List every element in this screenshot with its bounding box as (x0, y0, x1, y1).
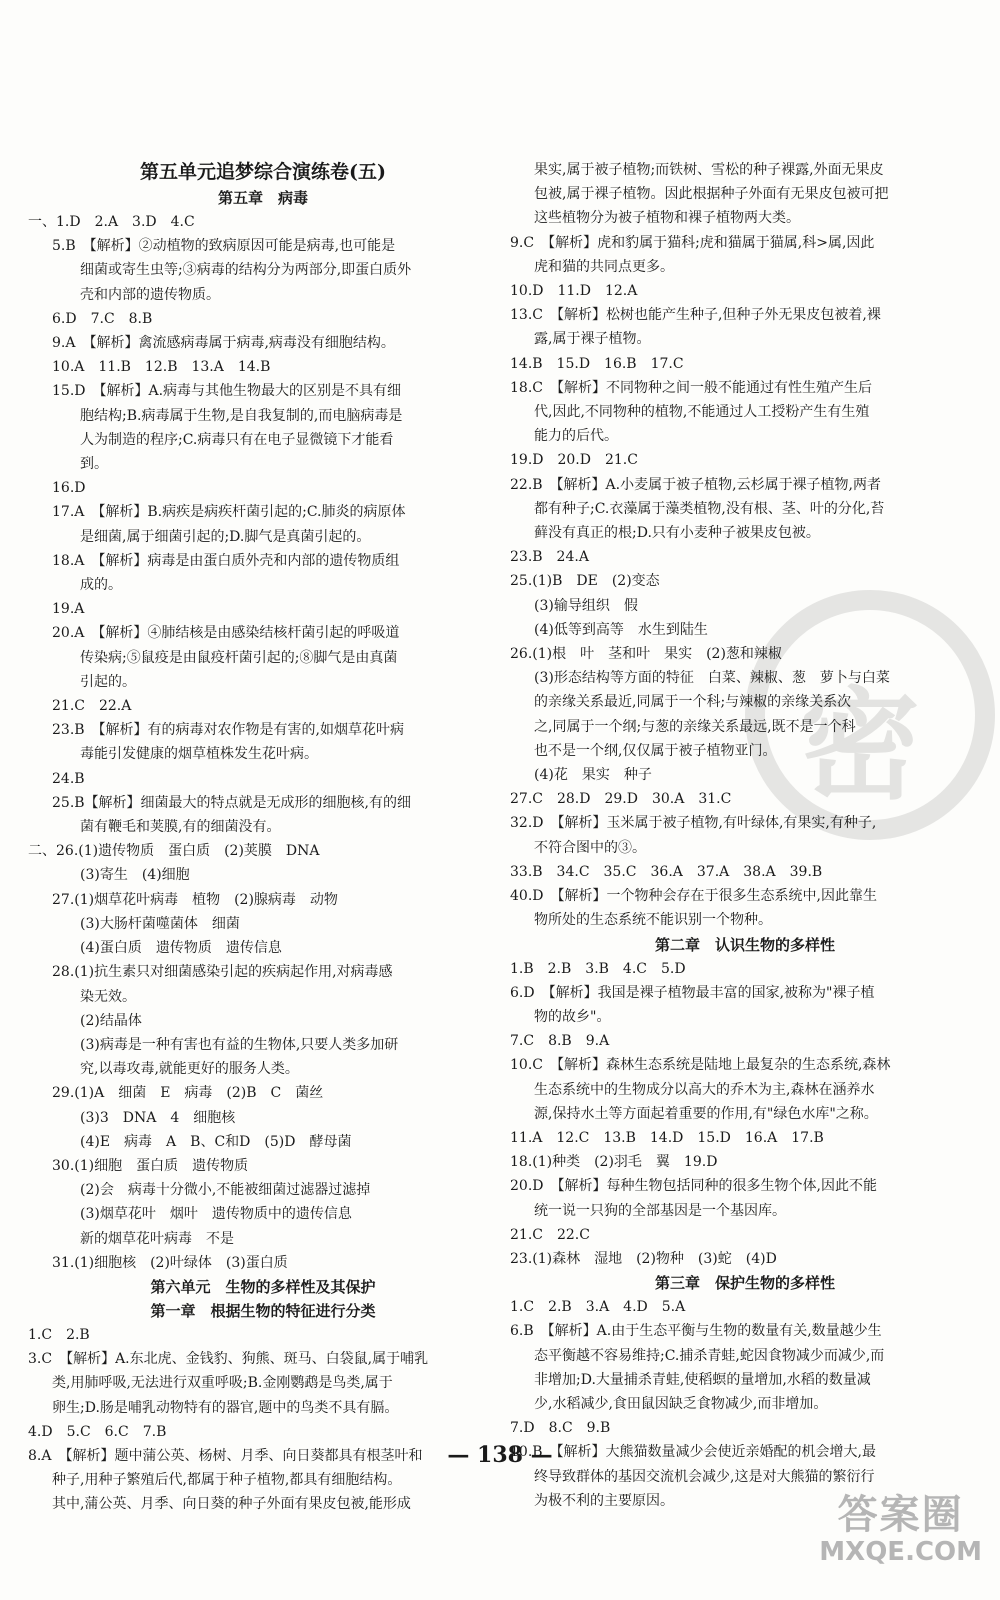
watermark-url: MXQE.COM (819, 1537, 982, 1567)
answer-line: 藓没有真正的根;D.只有小麦种子被果皮包被。 (534, 525, 820, 542)
answer-line: 1.C 2.B 3.A 4.D 5.A (510, 1299, 686, 1316)
answer-line: 6.B 【解析】A.由于生态平衡与生物的数量有关,数量越少生 (510, 1323, 882, 1340)
answer-line: 其中,蒲公英、月季、向日葵的种子外面有果皮包被,能形成 (52, 1496, 411, 1513)
answer-line: 这些植物分为被子植物和裸子植物两大类。 (534, 210, 800, 227)
answer-line: 成的。 (80, 577, 122, 594)
answer-line: 的亲缘关系最近,同属于一个科;与辣椒的亲缘关系次 (534, 694, 852, 711)
answer-line: 6.D 7.C 8.B (52, 310, 153, 327)
answer-line: 26.(1)根 叶 茎和叶 果实 (2)葱和辣椒 (510, 646, 782, 663)
answer-line: 虎和猫的共同点更多。 (534, 258, 674, 275)
answer-line: 染无效。 (80, 988, 136, 1005)
answer-line: 1.B 2.B 3.B 4.C 5.D (510, 960, 686, 977)
answer-line: 33.B 34.C 35.C 36.A 37.A 38.A 39.B (510, 863, 823, 880)
answer-line: (3)寄生 (4)细胞 (80, 867, 190, 884)
answer-line: 19.A (52, 601, 85, 618)
chapter-heading: 第一章 根据生物的特征进行分类 (150, 1301, 376, 1320)
answer-line: 20.D 【解析】每种生物包括同种的很多生物个体,因此不能 (510, 1178, 877, 1195)
answer-line: (4)低等到高等 水生到陆生 (534, 621, 708, 638)
answer-line: 13.C 【解析】松树也能产生种子,但种子外无果皮包被着,裸 (510, 307, 881, 324)
answer-line: 非增加;D.大量捕杀青蛙,使稻螟的量增加,水稻的数量减 (534, 1371, 871, 1388)
answer-line: 壳和内部的遗传物质。 (80, 286, 220, 303)
answer-line: 源,保持水土等方面起着重要的作用,有"绿色水库"之称。 (534, 1105, 878, 1122)
answer-line: (3)3 DNA 4 细胞核 (80, 1109, 236, 1126)
answer-line: 25.B【解析】细菌最大的特点就是无成形的细胞核,有的细 (52, 794, 412, 811)
answer-line: 8.A 【解析】题中蒲公英、杨树、月季、向日葵都具有根茎叶和 (28, 1447, 423, 1464)
answer-line: 29.(1)A 细菌 E 病毒 (2)B C 菌丝 (52, 1085, 324, 1102)
answer-line: 6.D 【解析】我国是裸子植物最丰富的国家,被称为"裸子植 (510, 984, 875, 1001)
answer-line: 18.(1)种类 (2)羽毛 翼 19.D (510, 1154, 718, 1171)
answer-line: 23.B 24.A (510, 549, 589, 566)
answer-line: 一、1.D 2.A 3.D 4.C (28, 214, 195, 230)
answer-line: 7.D 8.C 9.B (510, 1420, 611, 1437)
answer-line: (4)花 果实 种子 (534, 767, 652, 784)
answer-line: 菌有鞭毛和荚膜,有的细菌没有。 (80, 819, 281, 836)
answer-line: 到。 (80, 456, 108, 473)
chapter-heading: 第六单元 生物的多样性及其保护 (150, 1277, 376, 1296)
answer-line: 细菌或寄生虫等;③病毒的结构分为两部分,即蛋白质外 (80, 262, 412, 279)
answer-line: (3)形态结构等方面的特征 白菜、辣椒、葱 萝卜与白菜 (534, 670, 890, 687)
answer-line: 27.C 28.D 29.D 30.A 31.C (510, 791, 732, 808)
answer-line: 25.(1)B DE (2)变态 (510, 573, 660, 590)
answer-line: 11.A 12.C 13.B 14.D 15.D 16.A 17.B (510, 1129, 824, 1146)
answer-line: 4.D 5.C 6.C 7.B (28, 1423, 167, 1440)
answer-line: 28.(1)抗生素只对细菌感染引起的疾病起作用,对病毒感 (52, 964, 393, 981)
answer-line: 新的烟草花叶病毒 不是 (80, 1230, 234, 1247)
answer-line: 类,用肺呼吸,无法进行双重呼吸;B.金刚鹦鹉是鸟类,属于 (52, 1375, 393, 1392)
answer-line: 20.A 【解析】④肺结核是由感染结核杆菌引起的呼吸道 (52, 625, 400, 642)
answer-line: 传染病;⑤鼠疫是由鼠疫杆菌引起的;⑧脚气是由真菌 (80, 649, 398, 666)
left-lines (28, 186, 498, 1517)
answer-line: 种子,用种子繁殖后代,都属于种子植物,都具有细胞结构。 (52, 1472, 402, 1489)
chapter-heading: 第二章 认识生物的多样性 (654, 935, 835, 954)
answer-line: 14.B 15.D 16.B 17.C (510, 355, 684, 372)
answer-line: 40.D 【解析】一个物种会存在于很多生态系统中,因此靠生 (510, 888, 877, 905)
answer-line: 32.D 【解析】玉米属于被子植物,有叶绿体,有果实,有种子, (510, 815, 877, 832)
answer-line: 17.A 【解析】B.病疾是病疾杆菌引起的;C.肺炎的病原体 (52, 504, 406, 521)
answer-line: 终导致群体的基因交流机会减少,这是对大熊猫的繁衍行 (534, 1468, 875, 1485)
stamp-glyph: 密 (800, 677, 920, 816)
answer-line: 生态系统中的生物成分以高大的乔木为主,森林在涵养水 (534, 1081, 875, 1098)
answer-line: (4)蛋白质 遗传物质 遗传信息 (80, 940, 282, 957)
answer-line: 是细菌,属于细菌引起的;D.脚气是真菌引起的。 (80, 528, 371, 545)
answer-line: (4)E 病毒 A B、C和D (5)D 酵母菌 (80, 1133, 352, 1150)
answer-line: 15.D 【解析】A.病毒与其他生物最大的区别是不具有细 (52, 383, 402, 400)
answer-line: 之,同属于一个纲;与葱的亲缘关系最远,既不是一个科 (534, 718, 856, 735)
right-column (510, 158, 980, 1513)
answer-line: 24.B (52, 770, 85, 787)
answer-line: 态平衡越不容易维持;C.捕杀青蛙,蛇因食物减少而减少,而 (534, 1347, 885, 1364)
answer-line: 9.A 【解析】禽流感病毒属于病毒,病毒没有细胞结构。 (52, 335, 395, 352)
answer-line: 21.C 22.C (510, 1226, 590, 1243)
answer-line: (3)病毒是一种有害也有益的生物体,只要人类多加研 (80, 1036, 399, 1053)
answer-line: 物所处的生态系统不能识别一个物种。 (534, 912, 772, 929)
page-title: 第五单元追梦综合演练卷(五) (140, 161, 386, 183)
answer-line: 二、26.(1)遗传物质 蛋白质 (2)荚膜 DNA (28, 843, 320, 860)
chapter-heading: 第三章 保护生物的多样性 (654, 1274, 835, 1293)
answer-line: 包被,属于裸子植物。因此根据种子外面有无果皮包被可把 (534, 186, 889, 203)
answer-line: 10.A 11.B 12.B 13.A 14.B (52, 359, 271, 376)
answer-line: 9.C 【解析】虎和豹属于猫科;虎和猫属于猫属,科>属,因此 (510, 234, 875, 251)
answer-line: 毒能引发健康的烟草植株发生花叶病。 (80, 746, 318, 763)
answer-line: 7.C 8.B 9.A (510, 1033, 610, 1050)
answer-line: 31.(1)细胞核 (2)叶绿体 (3)蛋白质 (52, 1254, 288, 1271)
answer-line: 引起的。 (80, 673, 136, 690)
answer-line: 人为制造的程序;C.病毒只有在电子显微镜下才能看 (80, 431, 394, 448)
answer-line: 能力的后代。 (534, 428, 618, 445)
watermark-name: 答案圈 (837, 1492, 964, 1538)
watermark-logo (819, 1493, 982, 1567)
answer-line: 露,属于裸子植物。 (534, 331, 651, 348)
answer-line: 10.C 【解析】森林生态系统是陆地上最复杂的生态系统,森林 (510, 1057, 891, 1074)
answer-line: 少,水稻减少,食田鼠因缺乏食物减少,而非增加。 (534, 1395, 828, 1412)
answer-line: (3)大肠杆菌噬菌体 细菌 (80, 915, 240, 932)
answer-line: 究,以毒攻毒,就能更好的服务人类。 (80, 1061, 299, 1078)
answer-line: 19.D 20.D 21.C (510, 452, 638, 469)
answer-line: 都有种子;C.衣藻属于藻类植物,没有根、茎、叶的分化,苔 (534, 500, 885, 517)
chapter-heading: 第五章 病毒 (217, 189, 308, 207)
answer-line: 21.C 22.A (52, 698, 132, 715)
answer-line: 5.B 【解析】②动植物的致病原因可能是病毒,也可能是 (52, 238, 396, 255)
answer-line: 3.C 【解析】A.东北虎、金钱豹、狗熊、斑马、白袋鼠,属于哺乳 (28, 1351, 429, 1368)
answer-line: 1.C 2.B (28, 1326, 90, 1343)
answer-line: 卵生;D.肠是哺乳动物特有的器官,题中的鸟类不具有膈。 (52, 1399, 399, 1416)
answer-line: (3)输导组织 假 (534, 597, 638, 614)
answer-line: 16.D (52, 480, 86, 497)
answer-line: 物的故乡"。 (534, 1008, 611, 1025)
answer-line: (3)烟草花叶 烟叶 遗传物质中的遗传信息 (80, 1206, 352, 1223)
answer-line: (2)结晶体 (80, 1012, 142, 1029)
answer-line: 10.D 11.D 12.A (510, 283, 638, 300)
answer-line: (2)会 病毒十分微小,不能被细菌过滤器过滤掉 (80, 1182, 371, 1199)
answer-line: 不符合图中的③。 (534, 839, 646, 856)
answer-line: 10.B 【解析】大熊猫数量减少会使近亲婚配的机会增大,最 (510, 1444, 877, 1461)
answer-line: 18.C 【解析】不同物种之间一般不能通过有性生殖产生后 (510, 379, 872, 396)
answer-line: 18.A 【解析】病毒是由蛋白质外壳和内部的遗传物质组 (52, 552, 400, 569)
answer-line: 30.(1)细胞 蛋白质 遗传物质 (52, 1157, 249, 1174)
left-column (28, 158, 498, 1517)
answer-line: 27.(1)烟草花叶病毒 植物 (2)腺病毒 动物 (52, 891, 338, 908)
right-lines (510, 158, 980, 1513)
answer-line: 代,因此,不同物种的植物,不能通过人工授粉产生有生殖 (534, 404, 870, 421)
answer-line: 为极不利的主要原因。 (534, 1492, 674, 1509)
answer-line: 果实,属于被子植物;而铁树、雪松的种子裸露,外面无果皮 (534, 162, 884, 178)
answer-line: 胞结构;B.病毒属于生物,是自我复制的,而电脑病毒是 (80, 407, 403, 424)
answer-line: 23.(1)森林 湿地 (2)物种 (3)蛇 (4)D (510, 1250, 777, 1267)
answer-line: 23.B 【解析】有的病毒对农作物是有害的,如烟草花叶病 (52, 722, 405, 739)
page-number: — 138 — (447, 1442, 553, 1468)
answer-line: 22.B 【解析】A.小麦属于被子植物,云杉属于裸子植物,两者 (510, 476, 882, 493)
answer-line: 也不是一个纲,仅仅属于被子植物亚门。 (534, 742, 777, 759)
answer-line: 统一说一只狗的全部基因是一个基因库。 (534, 1202, 786, 1219)
